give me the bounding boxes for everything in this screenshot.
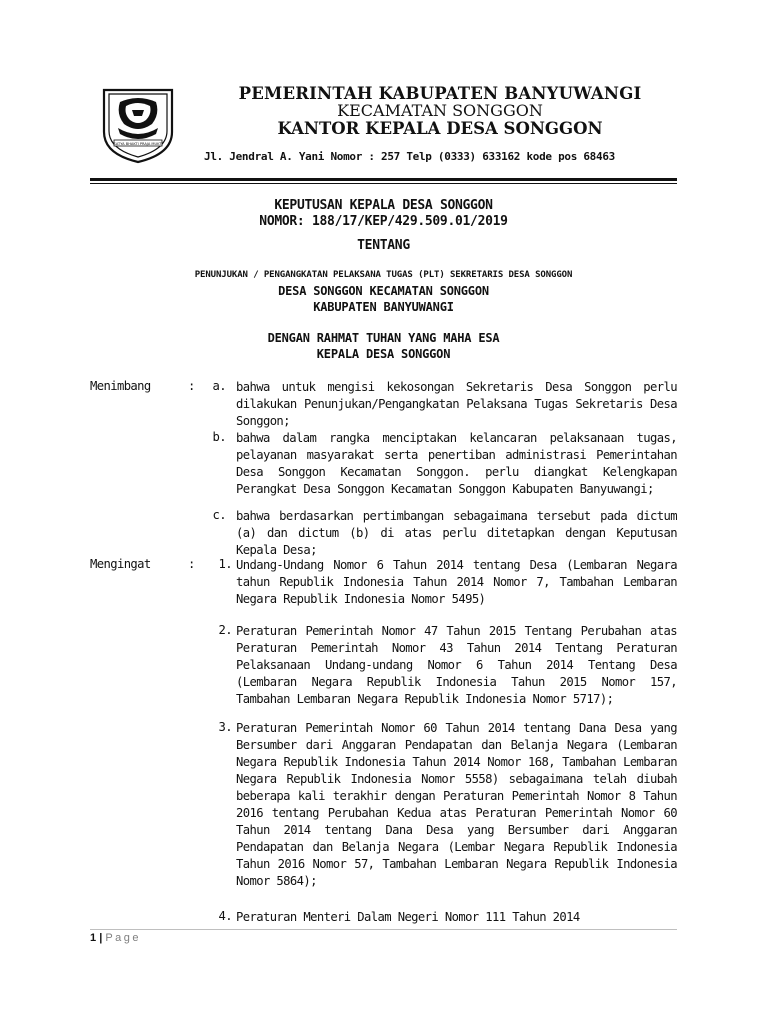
- decree-subject-3: KABUPATEN BANYUWANGI: [313, 300, 454, 314]
- letterhead-address: Jl. Jendral A. Yani Nomor : 257 Telp (0333) 633162 kode pos 68463: [204, 150, 615, 163]
- menimbang-marker: b.: [212, 430, 226, 444]
- mengingat-marker: 3.: [218, 720, 232, 734]
- decree-title: KEPUTUSAN KEPALA DESA SONGGON: [274, 198, 493, 213]
- letterhead-office: KANTOR KEPALA DESA SONGGON: [277, 119, 603, 138]
- mengingat-item: Peraturan Menteri Dalam Negeri Nomor 111 Tahun 2014: [236, 910, 580, 924]
- mengingat-item: Peraturan Pemerintah Nomor 47 Tahun 2015 Tentang Perubahan atas Peraturan Pemerintah Nomor 43 Tahun 2014 Tentang Peraturan Pelaksanaan Undang-undang Nomor 6 Tahun 2014 Tentang Desa (Lembaran Negara Republik Indonesia Tahun 2015 Nomor 157, Tambahan Lembaran Negara Republik Indonesia Nomor 5717);: [236, 624, 677, 706]
- mengingat-marker: 2.: [218, 623, 232, 637]
- signatory-title: KEPALA DESA SONGGON: [316, 347, 451, 361]
- page-footer: [90, 932, 141, 944]
- blessing-line: DENGAN RAHMAT TUHAN YANG MAHA ESA: [267, 331, 500, 345]
- mengingat-marker: 4.: [218, 909, 232, 923]
- menimbang-item: bahwa untuk mengisi kekosongan Sekretaris Desa Songgon perlu dilakukan Penunjukan/Pengangkatan Pelaksana Tugas Sekretaris Desa Songgon;: [236, 380, 677, 428]
- letterhead-government: PEMERINTAH KABUPATEN BANYUWANGI: [238, 84, 642, 103]
- menimbang-marker: c.: [212, 508, 226, 522]
- menimbang-colon: :: [188, 379, 196, 393]
- mengingat-item: Undang-Undang Nomor 6 Tahun 2014 tentang Desa (Lembaran Negara tahun Republik Indonesia Tahun 2014 Nomor 7, Tambahan Lembaran Negara Republik Indonesia Nomor 5495): [236, 558, 677, 606]
- mengingat-item: Peraturan Pemerintah Nomor 60 Tahun 2014 tentang Dana Desa yang Bersumber dari Anggaran Pendapatan dan Belanja Negara (Lembaran Negara Republik Indonesia Tahun 2014 Nomor 168, Tambahan Lembaran Negara Republik Indonesia Nomor 5558) sebagaimana telah diubah beberapa kali terakhir dengan Peraturan Pemerintah Nomor 8 Tahun 2016 tentang Perubahan Kedua atas Peraturan Pemerintah Nomor 60 Tahun 2014 tentang Dana Desa yang Bersumber dari Anggaran Pendapatan dan Belanja Negara (Lembar Negara Republik Indonesia Tahun 2016 Nomor 57, Tambahan Lembaran Negara Republik Indonesia Nomor 5864);: [236, 721, 677, 888]
- footer-separator: |: [99, 932, 103, 944]
- banyuwangi-regency-emblem: [96, 84, 180, 164]
- menimbang-item: bahwa dalam rangka menciptakan kelancaran pelaksanaan tugas, pelayanan masyarakat serta penertiban administrasi Pemerintahan Desa Songgon Kecamatan Songgon. perlu diangkat Kelengkapan Perangkat Desa Songgon Kecamatan Songgon Kabupaten Banyuwangi;: [236, 431, 677, 496]
- mengingat-marker: 1.: [218, 557, 232, 571]
- menimbang-marker: a.: [212, 379, 226, 393]
- page-word: Page: [105, 932, 142, 944]
- decree-number: NOMOR: 188/17/KEP/429.509.01/2019: [259, 214, 508, 229]
- mengingat-label: Mengingat: [90, 557, 151, 571]
- decree-subject-1: PENUNJUKAN / PENGANGKATAN PELAKSANA TUGAS (PLT) SEKRETARIS DESA SONGGON: [194, 270, 573, 280]
- letterhead-divider-thin: [90, 183, 677, 184]
- letterhead-divider-thick: [90, 178, 677, 181]
- decree-subject-2: DESA SONGGON KECAMATAN SONGGON: [278, 284, 489, 298]
- menimbang-label: Menimbang: [90, 379, 151, 393]
- mengingat-colon: :: [188, 557, 196, 571]
- logo-motto: SATYA BHAKTI PRAJA MUKTI: [113, 141, 163, 146]
- decree-tentang: TENTANG: [357, 238, 410, 253]
- menimbang-item: bahwa berdasarkan pertimbangan sebagaimana tersebut pada dictum (a) dan dictum (b) di atas perlu ditetapkan dengan Keputusan Kepala Desa;: [236, 509, 677, 557]
- footer-divider: [90, 929, 677, 930]
- page-number: 1: [90, 932, 97, 944]
- letterhead-district: KECAMATAN SONGGON: [337, 101, 543, 120]
